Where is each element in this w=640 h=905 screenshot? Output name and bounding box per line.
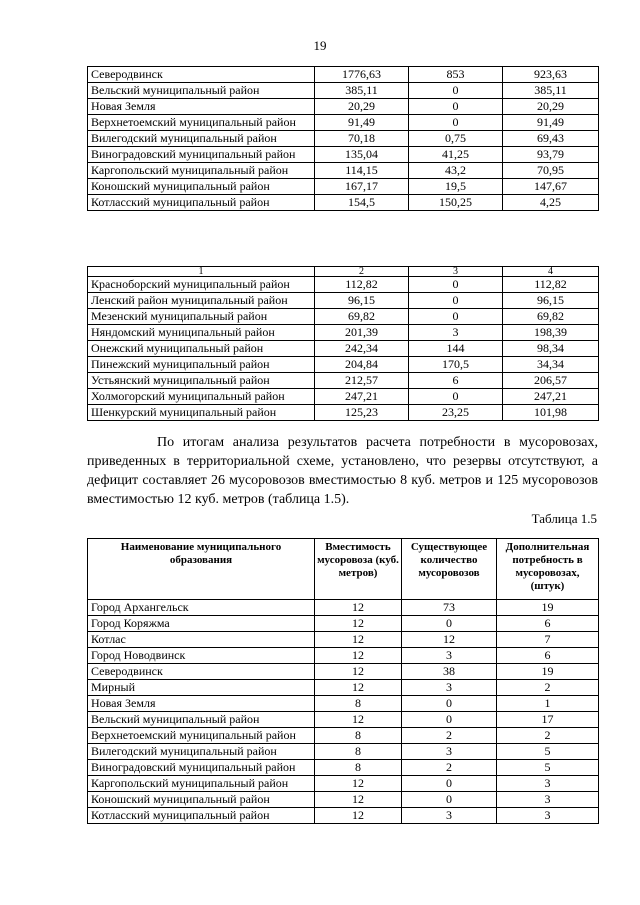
value-cell: 38 (402, 664, 497, 680)
value-cell: 2 (497, 680, 599, 696)
value-cell: 12 (315, 792, 402, 808)
table-row (88, 357, 599, 373)
value-cell: 4,25 (503, 195, 599, 211)
table-row (88, 712, 599, 728)
value-cell: 3 (497, 776, 599, 792)
municipality-cell: Коношский муниципальный район (88, 179, 315, 195)
value-cell: 0 (409, 389, 503, 405)
header-truck-capacity: Вместимость мусоровоза (куб. метров) (315, 539, 402, 600)
table-caption: Таблица 1.5 (531, 511, 597, 526)
municipality-cell: Холмогорский муниципальный район (88, 389, 315, 405)
value-cell: 12 (315, 680, 402, 696)
value-cell: 69,82 (315, 309, 409, 325)
value-cell: 2 (402, 760, 497, 776)
value-cell: 70,18 (315, 131, 409, 147)
table-row (88, 325, 599, 341)
value-cell: 1776,63 (315, 67, 409, 83)
municipality-cell: Устьянский муниципальный район (88, 373, 315, 389)
value-cell: 198,39 (503, 325, 599, 341)
municipality-cell: Котлас (88, 632, 315, 648)
value-cell: 23,25 (409, 405, 503, 421)
municipality-cell: Вельский муниципальный район (88, 712, 315, 728)
value-cell: 8 (315, 760, 402, 776)
value-cell: 3 (402, 744, 497, 760)
municipality-cell: Новая Земля (88, 99, 315, 115)
municipality-cell: Вельский муниципальный район (88, 83, 315, 99)
column-number: 3 (409, 267, 503, 277)
municipality-cell: Город Новодвинск (88, 648, 315, 664)
value-cell: 8 (315, 744, 402, 760)
table-row (88, 616, 599, 632)
table-row (88, 776, 599, 792)
value-cell: 0 (409, 293, 503, 309)
value-cell: 12 (315, 616, 402, 632)
table-row (88, 405, 599, 421)
table-row (88, 728, 599, 744)
municipality-cell: Верхнетоемский муниципальный район (88, 728, 315, 744)
table-row (88, 600, 599, 616)
value-cell: 93,79 (503, 147, 599, 163)
municipality-cell: Котласский муниципальный район (88, 808, 315, 824)
table-row (88, 131, 599, 147)
table-row (88, 99, 599, 115)
municipality-cell: Онежский муниципальный район (88, 341, 315, 357)
value-cell: 20,29 (315, 99, 409, 115)
value-cell: 385,11 (503, 83, 599, 99)
value-cell: 8 (315, 696, 402, 712)
municipality-cell: Няндомский муниципальный район (88, 325, 315, 341)
header-additional-need: Дополнительная потребность в мусоровозах, (штук) (497, 539, 599, 600)
municipality-cell: Мезенский муниципальный район (88, 309, 315, 325)
garbage-truck-needs-table (87, 538, 599, 824)
value-cell: 147,67 (503, 179, 599, 195)
value-cell: 0 (402, 616, 497, 632)
table-row (88, 373, 599, 389)
value-cell: 3 (402, 680, 497, 696)
value-cell: 0,75 (409, 131, 503, 147)
value-cell: 170,5 (409, 357, 503, 373)
value-cell: 853 (409, 67, 503, 83)
value-cell: 150,25 (409, 195, 503, 211)
column-number-row (88, 267, 599, 277)
table-row (88, 648, 599, 664)
table-row (88, 67, 599, 83)
analysis-paragraph-text: По итогам анализа результатов расчета потребности в мусоровозах, приведенных в территориальной схеме, установлено, что резервы отсутствуют, а дефицит составляет 26 мусоровозов вместимостью 8 куб. метров и 125 мусоровозов вместимостью 12 куб. метров (таблица 1.5). (87, 435, 598, 507)
value-cell: 0 (409, 115, 503, 131)
value-cell: 167,17 (315, 179, 409, 195)
municipality-cell: Вилегодский муниципальный район (88, 131, 315, 147)
value-cell: 41,25 (409, 147, 503, 163)
table-c-body (88, 600, 599, 824)
value-cell: 201,39 (315, 325, 409, 341)
analysis-paragraph (87, 433, 598, 509)
column-number: 4 (503, 267, 599, 277)
value-cell: 12 (315, 808, 402, 824)
value-cell: 923,63 (503, 67, 599, 83)
value-cell: 1 (497, 696, 599, 712)
value-cell: 212,57 (315, 373, 409, 389)
value-cell: 6 (409, 373, 503, 389)
table-row (88, 696, 599, 712)
value-cell: 5 (497, 760, 599, 776)
table-row (88, 195, 599, 211)
value-cell: 144 (409, 341, 503, 357)
municipality-cell: Виноградовский муниципальный район (88, 760, 315, 776)
value-cell: 0 (402, 712, 497, 728)
table-row (88, 83, 599, 99)
municipality-cell: Виноградовский муниципальный район (88, 147, 315, 163)
municipality-cell: Шенкурский муниципальный район (88, 405, 315, 421)
municipality-cell: Красноборский муниципальный район (88, 277, 315, 293)
municipality-cell: Северодвинск (88, 664, 315, 680)
value-cell: 5 (497, 744, 599, 760)
value-cell: 0 (402, 696, 497, 712)
value-cell: 2 (497, 728, 599, 744)
value-cell: 0 (409, 277, 503, 293)
municipality-cell: Город Коряжма (88, 616, 315, 632)
table-row (88, 744, 599, 760)
table-row (88, 277, 599, 293)
value-cell: 96,15 (503, 293, 599, 309)
table-row (88, 309, 599, 325)
municipality-cell: Мирный (88, 680, 315, 696)
value-cell: 242,34 (315, 341, 409, 357)
value-cell: 12 (402, 632, 497, 648)
value-cell: 114,15 (315, 163, 409, 179)
value-cell: 69,82 (503, 309, 599, 325)
truck-capacity-table-continued (87, 66, 599, 211)
value-cell: 91,49 (315, 115, 409, 131)
value-cell: 0 (402, 792, 497, 808)
value-cell: 20,29 (503, 99, 599, 115)
truck-capacity-table-second (87, 266, 599, 421)
table-row (88, 389, 599, 405)
value-cell: 101,98 (503, 405, 599, 421)
table-row (88, 179, 599, 195)
table-a-body (88, 67, 599, 211)
value-cell: 385,11 (315, 83, 409, 99)
value-cell: 125,23 (315, 405, 409, 421)
value-cell: 0 (409, 99, 503, 115)
column-number: 2 (315, 267, 409, 277)
municipality-cell: Котласский муниципальный район (88, 195, 315, 211)
value-cell: 112,82 (503, 277, 599, 293)
page-number: 19 (313, 38, 327, 53)
value-cell: 8 (315, 728, 402, 744)
value-cell: 247,21 (315, 389, 409, 405)
table-row (88, 808, 599, 824)
table-row (88, 147, 599, 163)
value-cell: 6 (497, 648, 599, 664)
value-cell: 19 (497, 664, 599, 680)
value-cell: 3 (402, 808, 497, 824)
value-cell: 247,21 (503, 389, 599, 405)
header-municipality: Наименование муниципального образования (88, 539, 315, 600)
value-cell: 3 (402, 648, 497, 664)
value-cell: 3 (497, 792, 599, 808)
table-row (88, 664, 599, 680)
municipality-cell: Вилегодский муниципальный район (88, 744, 315, 760)
value-cell: 7 (497, 632, 599, 648)
value-cell: 12 (315, 632, 402, 648)
municipality-cell: Северодвинск (88, 67, 315, 83)
value-cell: 12 (315, 600, 402, 616)
value-cell: 112,82 (315, 277, 409, 293)
value-cell: 0 (409, 309, 503, 325)
table-row (88, 792, 599, 808)
table-row (88, 341, 599, 357)
value-cell: 154,5 (315, 195, 409, 211)
table-row (88, 760, 599, 776)
value-cell: 12 (315, 664, 402, 680)
header-existing-trucks: Существующее количество мусоровозов (402, 539, 497, 600)
table-row (88, 632, 599, 648)
value-cell: 204,84 (315, 357, 409, 373)
municipality-cell: Каргопольский муниципальный район (88, 163, 315, 179)
municipality-cell: Каргопольский муниципальный район (88, 776, 315, 792)
table-row (88, 163, 599, 179)
value-cell: 70,95 (503, 163, 599, 179)
municipality-cell: Новая Земля (88, 696, 315, 712)
value-cell: 69,43 (503, 131, 599, 147)
table-header-row (88, 539, 599, 600)
value-cell: 98,34 (503, 341, 599, 357)
municipality-cell: Верхнетоемский муниципальный район (88, 115, 315, 131)
value-cell: 0 (402, 776, 497, 792)
value-cell: 12 (315, 648, 402, 664)
value-cell: 206,57 (503, 373, 599, 389)
municipality-cell: Город Архангельск (88, 600, 315, 616)
value-cell: 2 (402, 728, 497, 744)
value-cell: 73 (402, 600, 497, 616)
value-cell: 43,2 (409, 163, 503, 179)
column-number: 1 (88, 267, 315, 277)
table-row (88, 293, 599, 309)
value-cell: 17 (497, 712, 599, 728)
value-cell: 34,34 (503, 357, 599, 373)
value-cell: 3 (409, 325, 503, 341)
municipality-cell: Коношский муниципальный район (88, 792, 315, 808)
table-row (88, 680, 599, 696)
value-cell: 135,04 (315, 147, 409, 163)
value-cell: 12 (315, 712, 402, 728)
table-row (88, 115, 599, 131)
value-cell: 12 (315, 776, 402, 792)
value-cell: 91,49 (503, 115, 599, 131)
municipality-cell: Ленский район муниципальный район (88, 293, 315, 309)
value-cell: 6 (497, 616, 599, 632)
municipality-cell: Пинежский муниципальный район (88, 357, 315, 373)
value-cell: 3 (497, 808, 599, 824)
value-cell: 19,5 (409, 179, 503, 195)
table-b-body (88, 267, 599, 421)
value-cell: 19 (497, 600, 599, 616)
value-cell: 0 (409, 83, 503, 99)
value-cell: 96,15 (315, 293, 409, 309)
